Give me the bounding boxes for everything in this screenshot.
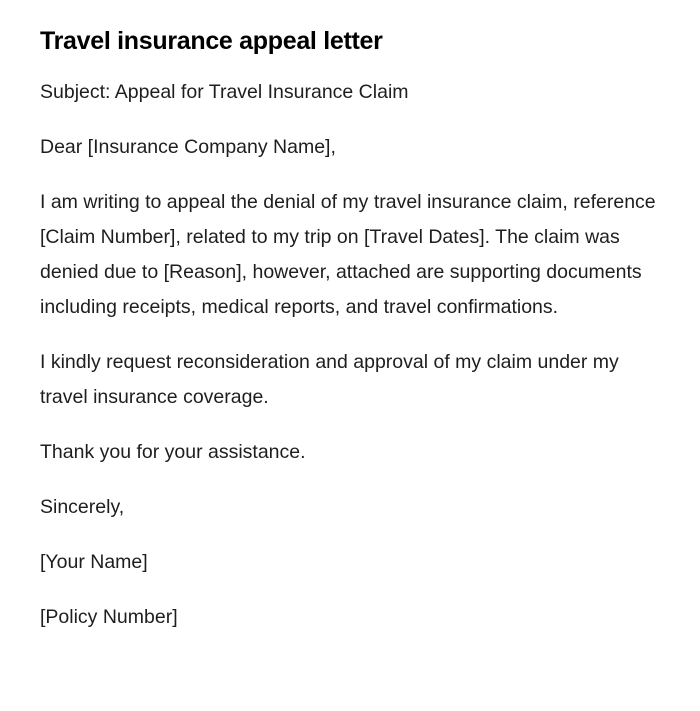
salutation: Dear [Insurance Company Name], <box>40 136 336 158</box>
subject-line: Subject: Appeal for Travel Insurance Claim <box>40 81 409 103</box>
body-paragraph-appeal: I am writing to appeal the denial of my travel insurance claim, reference [Claim Number], related to my trip on [Travel Dates]. The claim was denied due to [Reason], however, attached are supporting documents including receipts, medical reports, and travel confirmations. <box>40 191 656 318</box>
body-paragraph-request: I kindly request reconsideration and approval of my claim under my travel insurance coverage. <box>40 351 619 408</box>
document-title: Travel insurance appeal letter <box>40 27 383 55</box>
thank-you-line: Thank you for your assistance. <box>40 441 306 463</box>
closing-line: Sincerely, <box>40 496 125 518</box>
policy-number: [Policy Number] <box>40 606 178 628</box>
signature-name: [Your Name] <box>40 551 148 573</box>
